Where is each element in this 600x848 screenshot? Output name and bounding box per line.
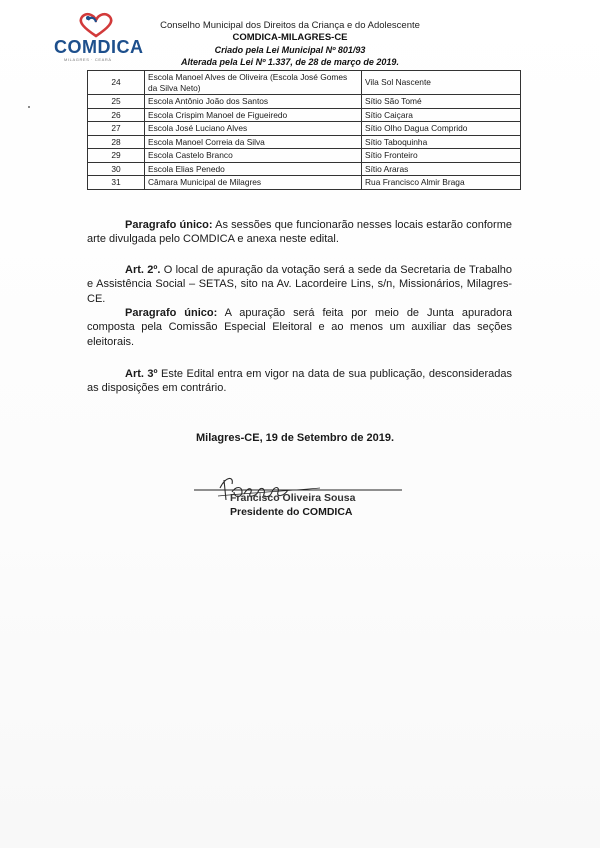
- row-number: 30: [88, 162, 145, 176]
- paragraph-text: As sessões que funcionarão nesses locais estarão conforme arte divulgada pelo COMDICA e anexa neste edital.: [87, 219, 512, 246]
- article-text: Este Edital entra em vigor na data de sua publicação, desconsideradas as disposições em contrário.: [87, 368, 512, 395]
- article-2: [87, 263, 512, 306]
- table-row: [88, 135, 521, 149]
- paragraph-single-1: [87, 218, 512, 247]
- table-row: [88, 71, 521, 95]
- letterhead: [140, 20, 440, 68]
- school-name: Escola José Luciano Alves: [145, 122, 362, 136]
- article-label: Art. 2º.: [125, 264, 161, 276]
- location-name: Sítio Taboquinha: [362, 135, 521, 149]
- row-number: 31: [88, 176, 145, 190]
- location-name: Sítio Olho Dagua Comprido: [362, 122, 521, 136]
- table-row: [88, 95, 521, 109]
- location-name: Sítio São Tomé: [362, 95, 521, 109]
- table-row: [88, 122, 521, 136]
- article-text: O local de apuração da votação será a sede da Secretaria de Trabalho e Assistência Social – SETAS, sito na Av. Lacordeire Lins, s/n, Missionários, Milagres-CE.: [87, 264, 512, 305]
- school-name: Escola Crispim Manoel de Figueiredo: [145, 108, 362, 122]
- row-number: 25: [88, 95, 145, 109]
- paragraph-label: Paragrafo único:: [125, 307, 218, 319]
- location-name: Sítio Fronteiro: [362, 149, 521, 163]
- paragraph-single-2: [87, 306, 512, 349]
- location-name: Sítio Araras: [362, 162, 521, 176]
- logo-wordmark: COMDICA: [54, 37, 144, 57]
- table-row: [88, 149, 521, 163]
- voting-locations-table: [87, 70, 521, 190]
- table-row: [88, 176, 521, 190]
- comdica-logo: [50, 12, 142, 66]
- article-label: Art. 3º: [125, 368, 158, 380]
- school-name: Escola Manoel Correia da Silva: [145, 135, 362, 149]
- school-name: Escola Castelo Branco: [145, 149, 362, 163]
- logo-subtext: MILAGRES · CEARÁ: [64, 57, 112, 62]
- row-number: 28: [88, 135, 145, 149]
- row-number: 26: [88, 108, 145, 122]
- signer-title: Presidente do COMDICA: [230, 506, 353, 518]
- council-acronym: COMDICA-MILAGRES-CE: [232, 32, 348, 43]
- paragraph-label: Paragrafo único:: [125, 219, 213, 231]
- table-row: [88, 162, 521, 176]
- location-name: Vila Sol Nascente: [362, 71, 521, 95]
- article-3: [87, 367, 512, 396]
- row-number: 27: [88, 122, 145, 136]
- signer-name: Francisco Oliveira Sousa: [230, 492, 356, 504]
- school-name: Câmara Municipal de Milagres: [145, 176, 362, 190]
- handwritten-signature: [180, 470, 410, 510]
- school-name: Escola Elias Penedo: [145, 162, 362, 176]
- location-name: Rua Francisco Almir Braga: [362, 176, 521, 190]
- amendment-law: Alterada pela Lei Nº 1.337, de 28 de março de 2019.: [181, 57, 399, 67]
- creation-law: Criado pela Lei Municipal Nº 801/93: [214, 45, 366, 55]
- scan-speck: [28, 106, 30, 108]
- document-date: Milagres-CE, 19 de Setembro de 2019.: [196, 432, 395, 444]
- location-name: Sítio Caiçara: [362, 108, 521, 122]
- school-name: Escola Antônio João dos Santos: [145, 95, 362, 109]
- council-name: Conselho Municipal dos Direitos da Criança e do Adolescente: [160, 20, 420, 31]
- paragraph-text: A apuração será feita por meio de Junta apuradora composta pela Comissão Especial Eleitoral e ao menos um auxiliar das seções eleitorais.: [87, 307, 512, 348]
- row-number: 29: [88, 149, 145, 163]
- table-row: [88, 108, 521, 122]
- school-name: Escola Manoel Alves de Oliveira (Escola José Gomes da Silva Neto): [145, 71, 362, 95]
- row-number: 24: [88, 71, 145, 95]
- heart-icon: [76, 12, 116, 38]
